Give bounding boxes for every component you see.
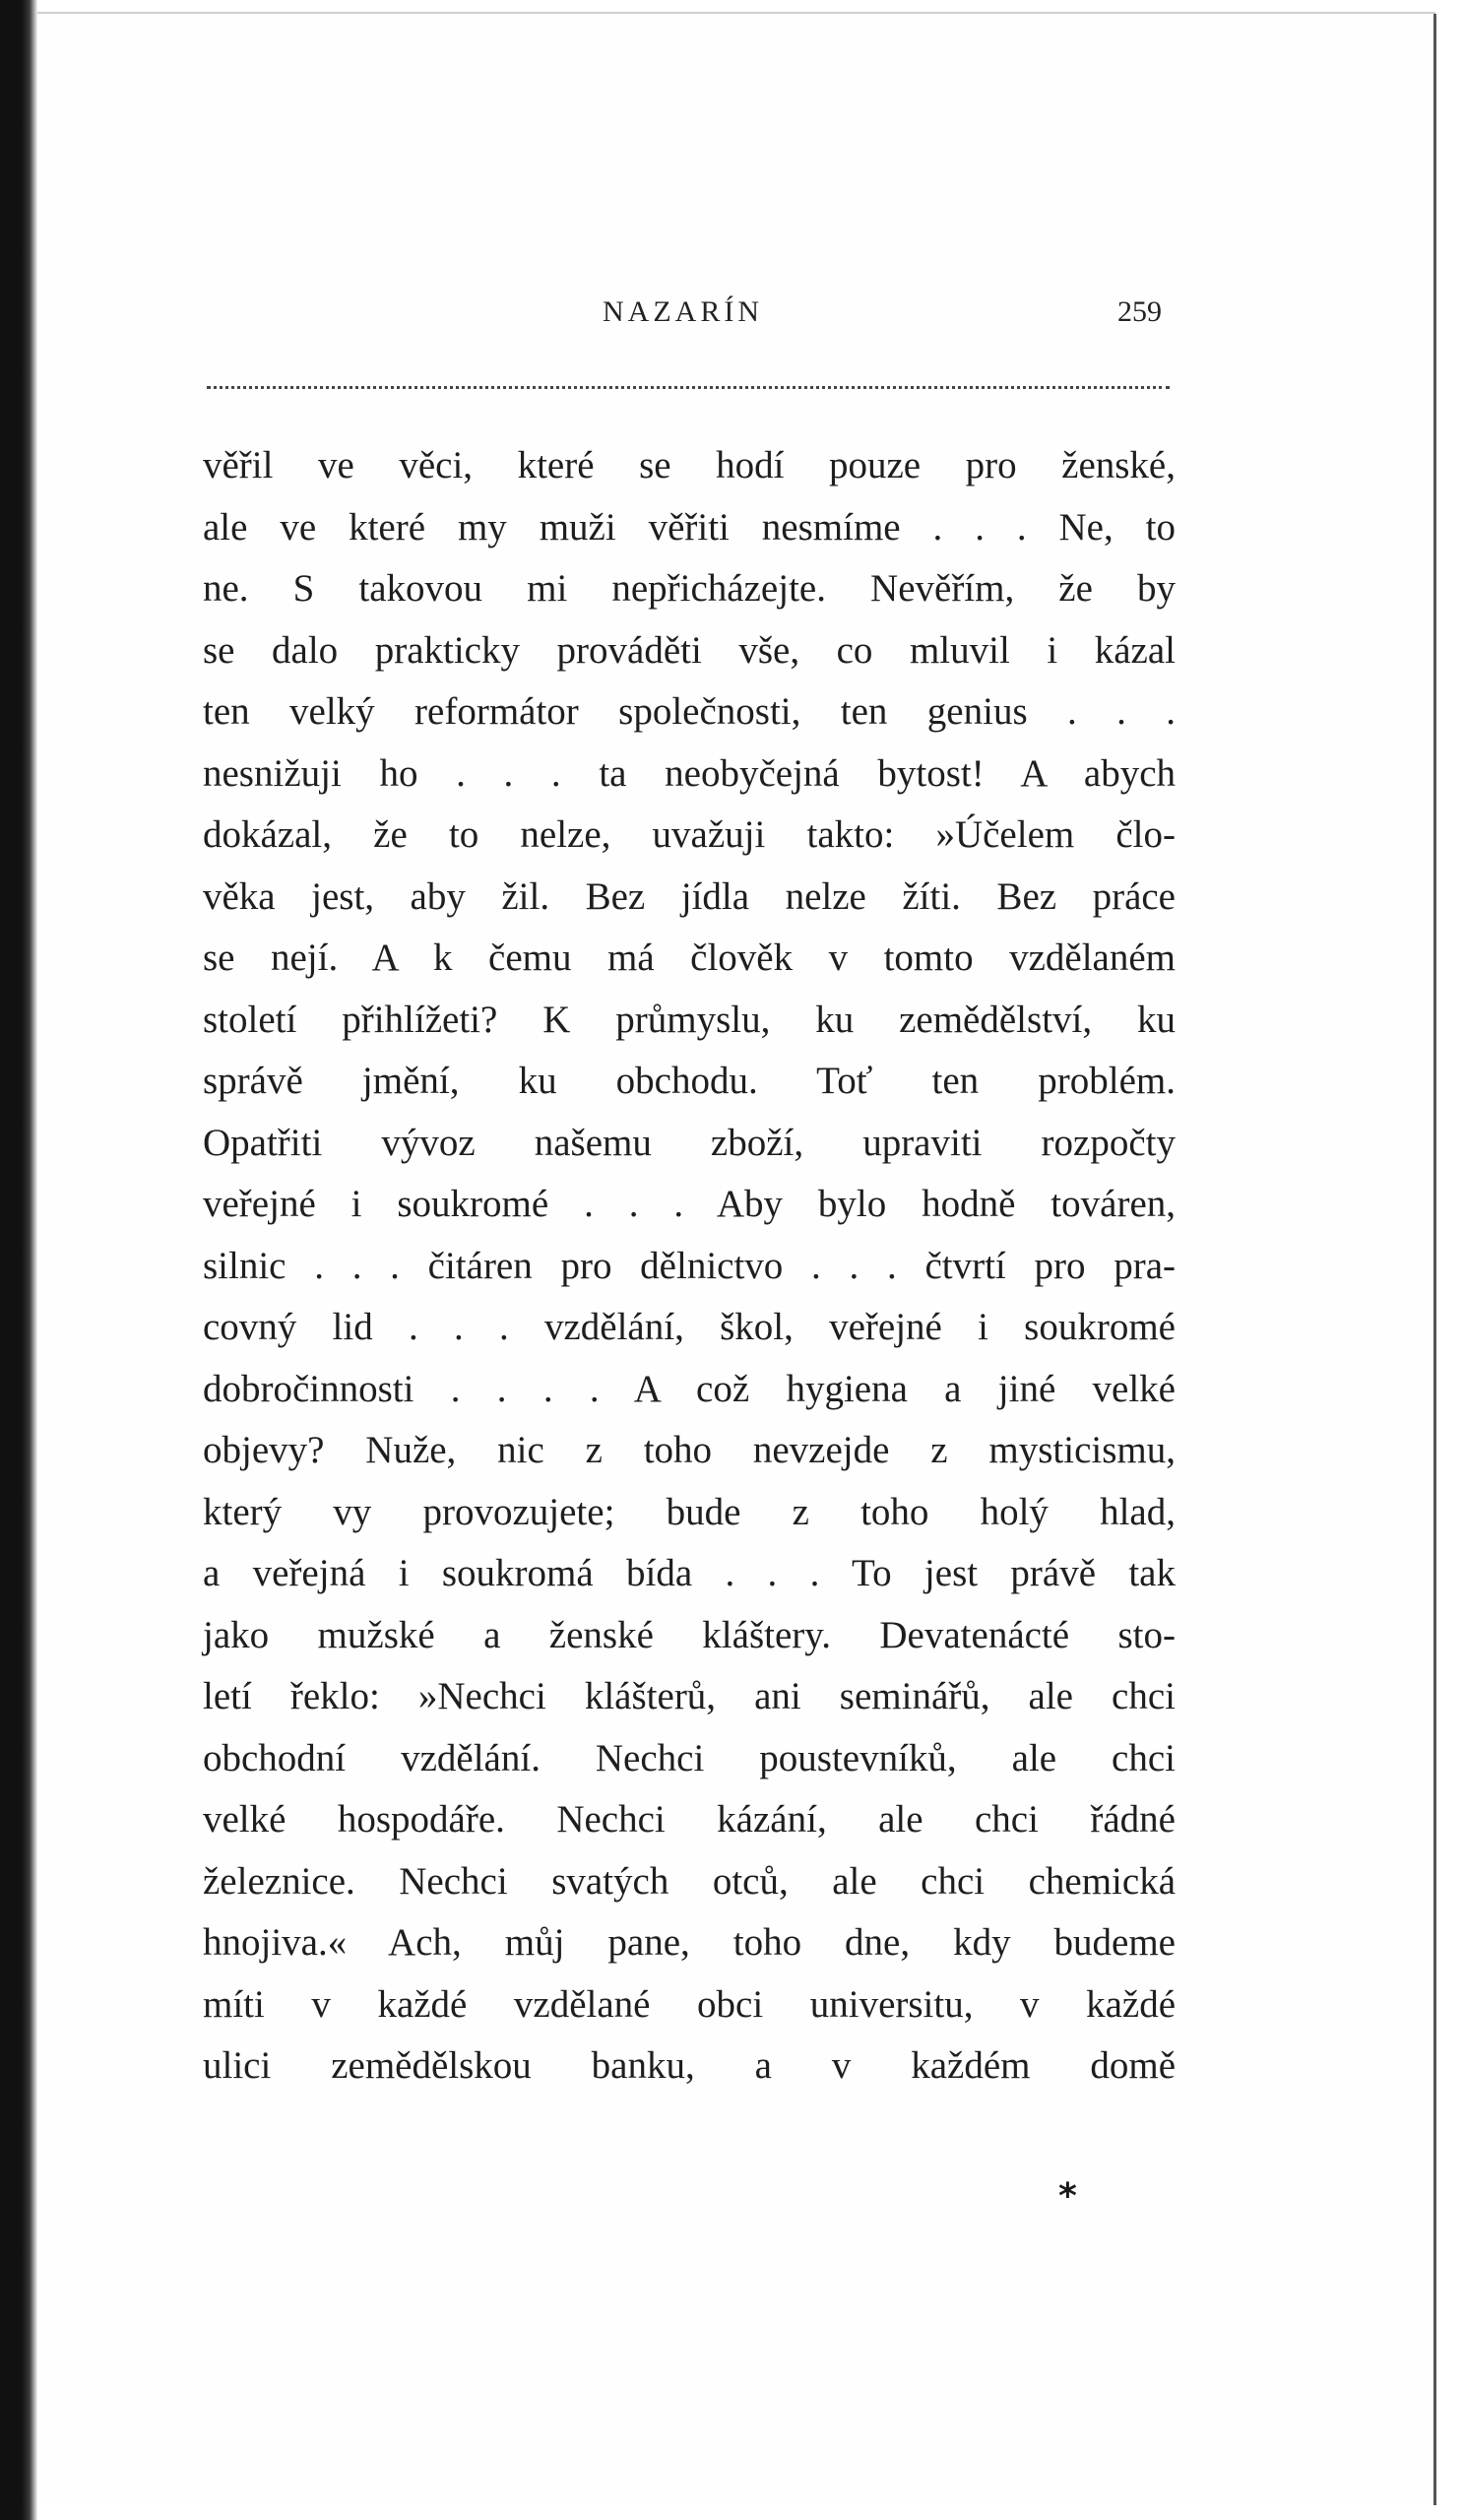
text-line: se dalo prakticky prováděti vše, co mluvil i kázal bbox=[203, 628, 1176, 672]
running-header-title: NAZARÍN bbox=[603, 295, 763, 328]
page-number: 259 bbox=[1117, 295, 1162, 328]
text-line: se nejí. A k čemu má člověk v tomto vzdělaném bbox=[203, 937, 1176, 979]
text-line: ten velký reformátor společnosti, ten genius . . . bbox=[203, 690, 1176, 733]
text-line: ne. S takovou mi nepřicházejte. Nevěřím, že by bbox=[203, 567, 1176, 610]
text-line: hnojiva.« Ach, můj pane, toho dne, kdy budeme bbox=[203, 1921, 1176, 1964]
text-line: silnic . . . čitáren pro dělnictvo . . . čtvrtí pro pra- bbox=[203, 1244, 1176, 1287]
text-line: železnice. Nechci svatých otců, ale chci chemická bbox=[203, 1859, 1176, 1903]
book-spine bbox=[0, 0, 37, 2520]
text-line: jako mužské a ženské kláštery. Devatenácté sto- bbox=[203, 1613, 1176, 1656]
text-line: ulici zemědělskou banku, a v každém domě bbox=[203, 2044, 1176, 2087]
text-line: dokázal, že to nelze, uvažuji takto: »Účelem člo- bbox=[203, 813, 1176, 856]
text-line: objevy? Nuže, nic z toho nevzejde z mysticismu, bbox=[203, 1429, 1176, 1471]
text-line: Opatřiti vývoz našemu zboží, upraviti rozpočty bbox=[203, 1121, 1176, 1164]
signature-mark: * bbox=[1058, 2176, 1077, 2217]
text-line: míti v každé vzdělané obci universitu, v každé bbox=[203, 1982, 1176, 2026]
text-line: veřejné i soukromé . . . Aby bylo hodně továren, bbox=[203, 1183, 1176, 1225]
text-line: správě jmění, ku obchodu. Toť ten problém. bbox=[203, 1060, 1176, 1102]
text-line: velké hospodáře. Nechci kázání, ale chci řádné bbox=[203, 1798, 1176, 1841]
body-text bbox=[203, 435, 1176, 2098]
text-line: letí řeklo: »Nechci klášterů, ani seminářů, ale chci bbox=[203, 1675, 1176, 1717]
text-line: obchodní vzdělání. Nechci poustevníků, ale chci bbox=[203, 1736, 1176, 1779]
header-dotted-rule bbox=[207, 386, 1170, 389]
text-line: věka jest, aby žil. Bez jídla nelze žíti. Bez práce bbox=[203, 874, 1176, 918]
page-right-edge bbox=[1433, 14, 1436, 2505]
text-line: a veřejná i soukromá bída . . . To jest právě tak bbox=[203, 1552, 1176, 1594]
text-line: covný lid . . . vzdělání, škol, veřejné i soukromé bbox=[203, 1306, 1176, 1348]
text-line: ale ve které my muži věřiti nesmíme . . . Ne, to bbox=[203, 505, 1176, 549]
text-line: věřil ve věci, které se hodí pouze pro ženské, bbox=[203, 444, 1176, 486]
text-line: nesnižuji ho . . . ta neobyčejná bytost! A abych bbox=[203, 751, 1176, 795]
text-line: století přihlížeti? K průmyslu, ku zemědělství, ku bbox=[203, 998, 1176, 1041]
text-line: dobročinnosti . . . . A což hygiena a jiné velké bbox=[203, 1367, 1176, 1410]
text-line: který vy provozujete; bude z toho holý hlad, bbox=[203, 1490, 1176, 1533]
